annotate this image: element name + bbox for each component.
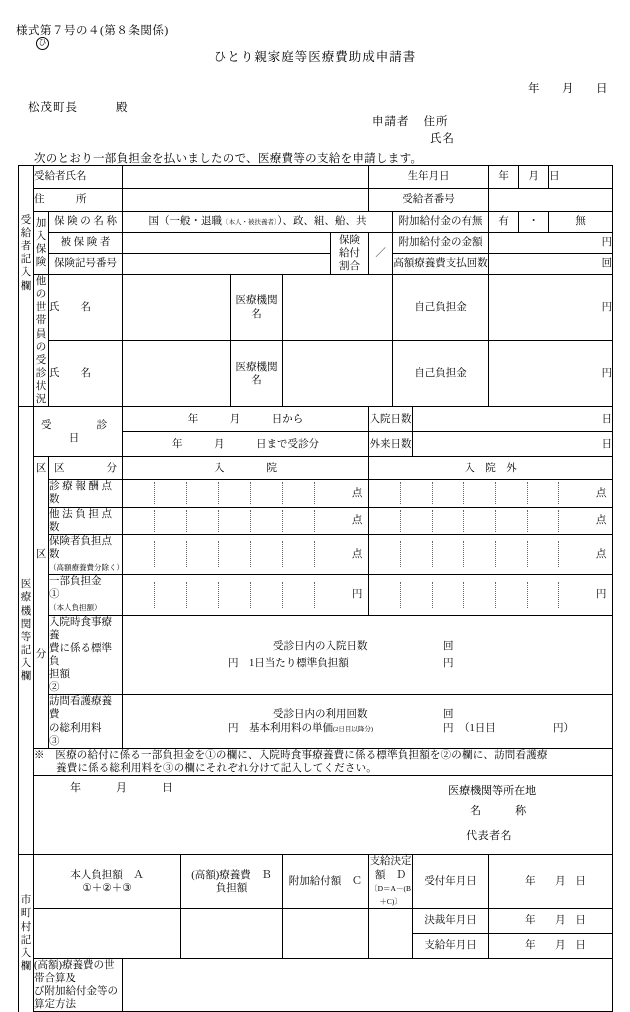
nursing-body[interactable] xyxy=(123,695,613,749)
institution-sign-day: 日 xyxy=(162,782,174,794)
table-row-classification-header xyxy=(19,457,613,480)
form-number: 様式第７号の４(第８条関係) xyxy=(16,25,169,37)
institution-name-label: 名 称 xyxy=(470,804,531,817)
side-label-recipient: 受 給 者 記 入 欄 xyxy=(19,166,34,341)
note-mark: ※ xyxy=(34,749,45,761)
reception-date-month: 月 xyxy=(555,876,566,888)
nursing-firstday-unit: 円） xyxy=(553,722,574,734)
table-row-household-2 xyxy=(19,341,613,407)
household-institution-label-1: 医療機関名 xyxy=(231,275,283,341)
meal-allowance-label xyxy=(49,615,123,695)
decision-date-value[interactable] xyxy=(489,908,613,933)
note-text-1: 医療の給付に係る一部負担金を①の欄に、入院時食事療養費に係る標準負担額を②の欄に、訪問看護療 xyxy=(55,749,548,761)
insured-input[interactable] xyxy=(123,233,331,254)
highcost-count-input[interactable]: 回 xyxy=(489,254,613,275)
nursing-label-1: 訪問看護療養費 xyxy=(49,696,112,721)
muni-col-c-input[interactable] xyxy=(283,908,369,958)
institution-info xyxy=(448,782,536,846)
addressee xyxy=(28,99,129,115)
table-row-institution-signature xyxy=(19,776,613,855)
table-row-note xyxy=(19,748,613,775)
institution-signature-block[interactable] xyxy=(34,776,613,855)
unit-3-out: 円 xyxy=(595,589,607,601)
muni-col-a-header xyxy=(34,855,181,909)
muni-col-d-header xyxy=(369,855,413,909)
meal-allowance-body[interactable] xyxy=(123,615,613,695)
table-row-household-1 xyxy=(19,275,613,341)
nursing-count-label: 受診日内の利用回数 xyxy=(273,708,368,720)
unit-2-in: 点 xyxy=(351,548,363,560)
outpatient-value-3[interactable] xyxy=(369,575,613,615)
side-label-kubun-top: 区 xyxy=(34,457,49,480)
reception-date-year: 年 xyxy=(525,876,536,888)
row-label-3-main: 一部負担金 ① xyxy=(49,576,123,601)
birthdate-year[interactable]: 年 xyxy=(489,166,519,189)
table-row-insured xyxy=(19,233,613,254)
page-title: ひとり親家庭等医療費助成申請書 xyxy=(213,50,417,64)
extra-benefit-yes[interactable]: 有 xyxy=(489,212,519,233)
insurance-name-value[interactable] xyxy=(123,212,393,233)
table-row-insurance-name xyxy=(19,212,613,233)
outpatient-value-2[interactable] xyxy=(369,534,613,574)
side-label-kubun-mid2 xyxy=(34,507,49,534)
meal-perday-unit: 円 xyxy=(443,657,454,669)
recipient-address-input[interactable] xyxy=(123,189,369,212)
table-row-insurance-symbol xyxy=(19,254,613,275)
extra-benefit-separator: ・ xyxy=(519,212,549,233)
application-table xyxy=(18,165,613,1012)
meal-perday-label: 1日当たり標準負担額 xyxy=(249,657,349,669)
kubun-header: 区 分 xyxy=(49,457,123,480)
submission-date-day: 日 xyxy=(596,83,608,95)
institution-address-label: 医療機関等所在地 xyxy=(448,785,537,797)
table-row-points-0 xyxy=(19,480,613,507)
calc-method-label xyxy=(34,958,123,1012)
row-label-2-sub: （高額療養費分除く） xyxy=(49,563,124,572)
side-label-institution: 医 療 機 関 等 記 入 欄 xyxy=(19,407,34,855)
meal-allowance-label-1: 入院時食事療養 xyxy=(49,616,112,641)
nursing-price-unit: 円 xyxy=(443,722,454,734)
muni-col-b-line1: (高額)療養費 Ｂ xyxy=(191,869,272,881)
calc-method-line1: (高額)療養費の世帯合算及 xyxy=(34,959,115,985)
instruction-note xyxy=(34,748,613,775)
household-name-input-2[interactable] xyxy=(123,341,231,407)
payment-date-label: 支給年月日 xyxy=(413,933,489,958)
meal-allowance-label-2: 費に係る標準負 xyxy=(49,642,112,667)
calc-method-input[interactable] xyxy=(123,958,613,1012)
insurance-group-label: 加 入 保 険 xyxy=(34,212,49,275)
addressee-honorific: 殿 xyxy=(116,102,129,114)
household-selfpay-label-1: 自己負担金 xyxy=(393,275,489,341)
household-label-bottom: の受診状況 xyxy=(34,341,49,407)
visit-date-from[interactable]: 年 月 日から xyxy=(123,407,369,432)
table-row-recipient-address xyxy=(19,189,613,212)
table-row-muni-values xyxy=(19,908,613,933)
submission-date-month: 月 xyxy=(562,83,574,95)
side-label-municipality: 市 町 村 記 入 欄 xyxy=(19,855,34,1012)
outpatient-value-0[interactable] xyxy=(369,480,613,507)
payment-date-year: 年 xyxy=(525,940,536,952)
decision-date-label: 決裁年月日 xyxy=(413,908,489,933)
insurance-symbol-input[interactable] xyxy=(123,254,331,275)
muni-col-b-line2: 負担額 xyxy=(215,882,248,894)
household-selfpay-input-1[interactable]: 円 xyxy=(489,275,613,341)
recipient-name-label: 受給者氏名 xyxy=(34,166,123,189)
row-label-3-sub: （本人負担額） xyxy=(49,603,102,613)
insurance-name-label: 保 険 の 名 称 xyxy=(49,212,123,233)
unit-0-in: 点 xyxy=(351,487,363,499)
insurance-name-value-rest: ）、政、組、船、共 xyxy=(277,216,367,228)
meal-allowance-label-3: 担額 ② xyxy=(49,669,112,694)
highcost-count-label: 高額療養費支払回数 xyxy=(393,254,489,275)
circle-mark-glyph: ひ xyxy=(36,37,49,50)
inpatient-value-0[interactable] xyxy=(123,480,369,507)
row-label-2 xyxy=(49,534,123,574)
insurance-name-bracket: 〔本人・被扶養者〕 xyxy=(222,219,278,227)
payment-date-day: 日 xyxy=(575,940,586,952)
recipient-name-input[interactable] xyxy=(123,166,369,189)
muni-col-d-line2: 〔D＝A－(B＋C)〕 xyxy=(370,883,411,906)
payment-date-month: 月 xyxy=(555,940,566,952)
calc-method-line2: び附加給付金等の算定方法 xyxy=(34,986,118,1011)
recipient-number-label: 受給者番号 xyxy=(369,189,489,212)
outpatient-value-1[interactable] xyxy=(369,507,613,534)
nursing-price-label-main: 基本利用料の単価 xyxy=(249,722,333,734)
applicant-name-label: 氏名 xyxy=(430,133,455,145)
household-name-input-1[interactable] xyxy=(123,275,231,341)
unit-1-in: 点 xyxy=(351,515,363,527)
nursing-price-note: (2日目以降分) xyxy=(333,725,374,733)
household-label-top: 他の世帯員 xyxy=(34,275,49,341)
nursing-firstday-label: （1日目 xyxy=(459,722,496,734)
birthdate-month[interactable]: 月 xyxy=(519,166,549,189)
table-row-meal-allowance xyxy=(19,615,613,695)
table-row-nursing xyxy=(19,695,613,749)
addressee-name: 松茂町長 xyxy=(28,102,78,114)
nursing-price-label xyxy=(249,722,373,735)
insurance-name-value-main: 国（一般・退職 xyxy=(148,216,223,228)
inpatient-value-2[interactable] xyxy=(123,534,369,574)
recipient-address-label: 住 所 xyxy=(34,189,123,212)
muni-col-b-header xyxy=(181,855,283,909)
row-label-3 xyxy=(49,575,123,615)
birthdate-label: 生年月日 xyxy=(369,166,489,189)
reception-date-label: 受付年月日 xyxy=(413,855,489,909)
muni-col-d-input[interactable] xyxy=(369,908,413,958)
muni-col-c-header: 附加給付額 Ｃ xyxy=(283,855,369,909)
nursing-label-2: の総利用料 ③ xyxy=(49,722,112,747)
household-selfpay-label-2: 自己負担金 xyxy=(393,341,489,407)
note-line-2: 養費に係る総利用料を③の欄にそれぞれ分けて記入してください。 xyxy=(56,762,377,774)
muni-col-b-input[interactable] xyxy=(181,908,283,958)
muni-col-d-line1: 支給決定額 Ｄ xyxy=(369,856,412,881)
visit-date-label: 受 診 日 xyxy=(34,407,123,457)
extra-benefit-amount-input[interactable]: 円 xyxy=(489,233,613,254)
nursing-label xyxy=(49,695,123,749)
side-label-kubun-mid1 xyxy=(34,480,49,507)
institution-signature-inner xyxy=(34,776,612,854)
table-row-visit-date-1 xyxy=(19,407,613,432)
extra-benefit-amount-label: 附加給付金の金額 xyxy=(393,233,489,254)
row-label-1: 他 法 負 担 点 数 xyxy=(49,507,123,534)
table-row-muni-header xyxy=(19,855,613,909)
outpatient-days-input[interactable]: 日 xyxy=(413,432,613,457)
visit-date-to[interactable]: 年 月 日まで受診分 xyxy=(123,432,369,457)
reception-date-day: 日 xyxy=(575,876,586,888)
muni-col-a-line1: 本人負担額 Ａ xyxy=(70,869,144,881)
table-row-points-2 xyxy=(19,534,613,574)
side-label-kubun-bottom xyxy=(34,695,49,749)
household-institution-input-2[interactable] xyxy=(283,341,393,407)
household-selfpay-input-2[interactable]: 円 xyxy=(489,341,613,407)
applicant-label: 申請者 xyxy=(372,116,410,128)
reception-date-value[interactable] xyxy=(489,855,613,909)
table-row-recipient-name xyxy=(19,166,613,189)
row-label-0: 診 療 報 酬 点 数 xyxy=(49,480,123,507)
inpatient-days-input[interactable]: 日 xyxy=(413,407,613,432)
side-label-kubun-mid4 xyxy=(34,575,49,615)
unit-3-in: 円 xyxy=(351,589,363,601)
unit-0-out: 点 xyxy=(595,487,607,499)
muni-col-a-input[interactable] xyxy=(34,908,181,958)
decision-date-day: 日 xyxy=(575,915,586,927)
side-label-kubun-mid3: 区 xyxy=(34,534,49,574)
nursing-count-unit: 回 xyxy=(443,708,454,720)
birthdate-day[interactable]: 日 xyxy=(549,166,613,189)
row-label-2-main: 保険者負担点数 xyxy=(49,535,112,560)
lead-text: 次のとおり一部負担金を払いましたので、医療費等の支給を申請します。 xyxy=(34,153,423,165)
nursing-total-unit: 円 xyxy=(228,722,239,734)
inpatient-days-label: 入院日数 xyxy=(369,407,413,432)
benefit-ratio-value[interactable]: ／ xyxy=(369,233,393,275)
extra-benefit-no[interactable]: 無 xyxy=(549,212,613,233)
table-row-points-1 xyxy=(19,507,613,534)
institution-sign-year: 年 xyxy=(70,782,82,794)
insured-label: 被 保 険 者 xyxy=(49,233,123,254)
side-label-kubun-mid5: 分 xyxy=(34,615,49,695)
meal-days-unit: 回 xyxy=(443,640,454,652)
submission-date-year: 年 xyxy=(528,83,540,95)
inpatient-value-3[interactable] xyxy=(123,575,369,615)
extra-benefit-exist-label: 附加給付金の有無 xyxy=(393,212,489,233)
household-name-label-1: 氏 名 xyxy=(49,275,123,341)
applicant-address-row xyxy=(372,113,449,129)
household-institution-label-2: 医療機関名 xyxy=(231,341,283,407)
column-outpatient: 入 院 外 xyxy=(369,457,613,480)
side-label-recipient-continued xyxy=(19,341,34,407)
inpatient-value-1[interactable] xyxy=(123,507,369,534)
muni-col-a-line2: ①＋②＋③ xyxy=(82,882,132,894)
institution-rep-label: 代表者名 xyxy=(466,829,513,842)
insurance-symbol-label: 保険記号番号 xyxy=(49,254,123,275)
applicant-address-label: 住所 xyxy=(423,116,449,128)
household-name-label-2: 氏 名 xyxy=(49,341,123,407)
table-row-calculation-method xyxy=(19,958,613,1012)
outpatient-days-label: 外来日数 xyxy=(369,432,413,457)
meal-days-label: 受診日内の入院日数 xyxy=(273,640,368,652)
institution-sign-month: 月 xyxy=(116,782,128,794)
benefit-ratio-label: 保険 給付 割合 xyxy=(331,233,369,275)
column-inpatient: 入 院 xyxy=(123,457,369,480)
institution-sign-date[interactable] xyxy=(70,782,174,796)
table-row-points-3 xyxy=(19,575,613,615)
household-institution-input-1[interactable] xyxy=(283,275,393,341)
note-line-1 xyxy=(34,749,612,762)
unit-2-out: 点 xyxy=(595,548,607,560)
decision-date-month: 月 xyxy=(555,915,566,927)
decision-date-year: 年 xyxy=(525,915,536,927)
payment-date-value[interactable] xyxy=(489,933,613,958)
submission-date xyxy=(528,80,608,96)
meal-total-unit: 円 xyxy=(228,657,239,669)
unit-1-out: 点 xyxy=(595,515,607,527)
recipient-number-input[interactable] xyxy=(489,189,613,212)
